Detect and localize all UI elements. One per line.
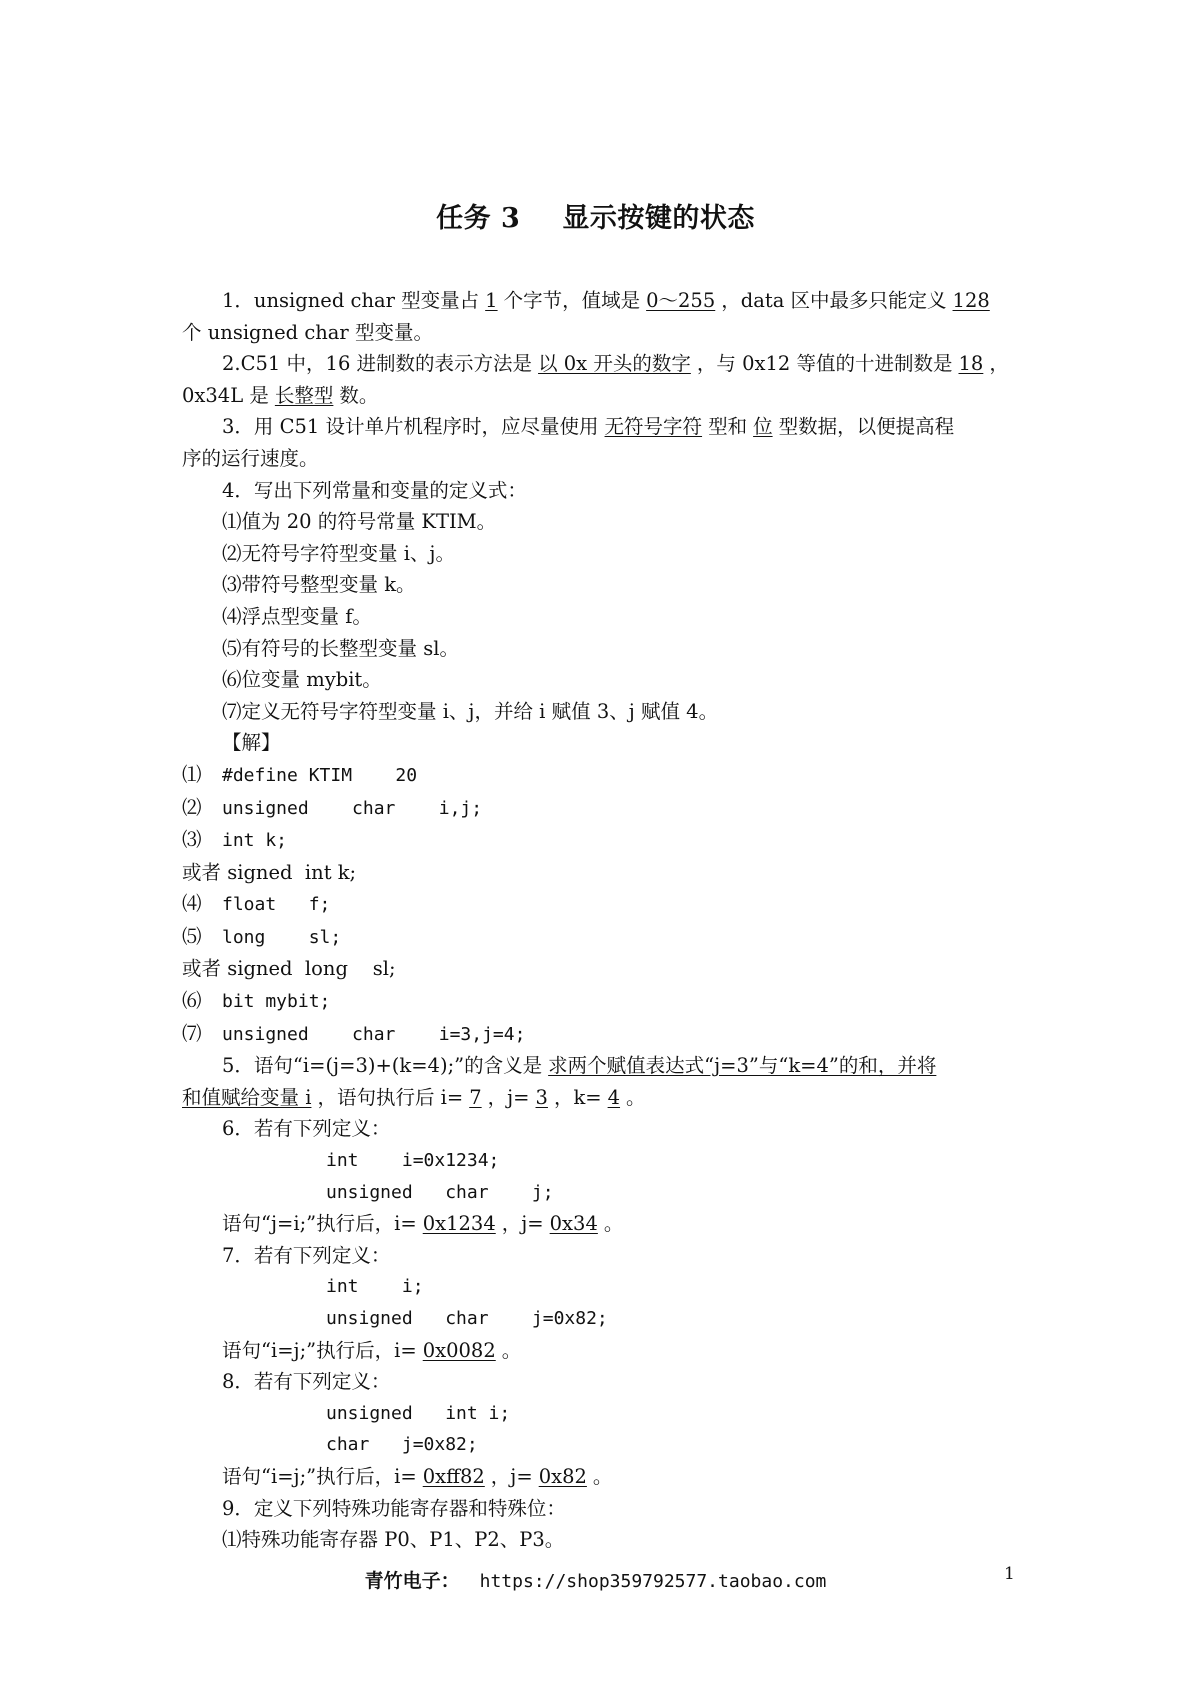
footer-url[interactable]: https://shop359792577.taobao.com [479, 1571, 827, 1592]
page-title [0, 196, 1191, 235]
q5-blank-j: 3 [535, 1085, 548, 1109]
q1-blank-bytes: 1 [485, 289, 498, 312]
q4-item-7: ⑺定义无符号字符型变量 i、j，并给 i 赋值 3、j 赋值 4。 [222, 699, 719, 723]
q4-item-6: ⑹位变量 mybit。 [222, 668, 382, 692]
q4-item-2: ⑵无符号字符型变量 i、j。 [222, 541, 455, 565]
q4-answer-3-alt: 或者 signed int k; [182, 860, 357, 884]
q4-item-4: ⑷浮点型变量 f。 [222, 604, 372, 628]
q4-item-5: ⑸有符号的长整型变量 sl。 [222, 636, 459, 660]
q4-answer-2: ⑵ unsigned char i,j; [182, 795, 483, 819]
q7-heading: 7．若有下列定义： [222, 1243, 391, 1267]
q2-line1: 2.C51 中，16 进制数的表示方法是 以 0x 开头的数字 ，与 0x12 等值的十进制数是 18 ， [222, 352, 1009, 376]
q8-code-2: char j=0x82; [326, 1434, 478, 1456]
q5-blank-meaning-cont: 和值赋给变量 i [182, 1085, 312, 1109]
q7-code-2: unsigned char j=0x82; [326, 1308, 608, 1329]
q4-answer-5: ⑸ long sl; [182, 924, 342, 948]
q4-answer-7: ⑺ unsigned char i=3,j=4; [182, 1021, 526, 1045]
q3-line1: 3．用 C51 设计单片机程序时，应尽量使用 无符号字符 型和 位 型数据，以便提高程 [222, 415, 955, 439]
q8-answer: 语句“i=j;”执行后，i= 0xff82 ，j= 0x82 。 [222, 1464, 613, 1488]
q3-line2: 序的运行速度。 [182, 446, 319, 470]
q4-answer-6: ⑹ bit mybit; [182, 989, 331, 1013]
footer-brand: 青竹电子： [364, 1570, 460, 1592]
q5-line1: 5．语句“i=(j=3)+(k=4);”的含义是 求两个赋值表达式“j=3”与“k=4”的和，并将 [182, 1050, 1018, 1082]
q8-blank-j: 0x82 [538, 1464, 587, 1488]
q3-blank-type1: 无符号字符 [604, 415, 703, 439]
q8-heading: 8．若有下列定义： [222, 1370, 391, 1394]
q9-item-1: ⑴特殊功能寄存器 P0、P1、P2、P3。 [222, 1528, 565, 1552]
page-number: 1 [1004, 1564, 1015, 1584]
q8-code-1: unsigned int i; [326, 1402, 511, 1424]
q1-line1: 1．unsigned char 型变量占 1 个字节，值域是 0～255 ，data 区中最多只能定义 128 [182, 285, 1018, 317]
q5-blank-i: 7 [469, 1085, 482, 1109]
q6-heading: 6．若有下列定义： [222, 1117, 391, 1141]
q6-code-1: int i=0x1234; [326, 1150, 500, 1172]
q1-blank-count: 128 [952, 289, 990, 312]
q4-answer-1: ⑴ #define KTIM 20 [182, 762, 418, 786]
q6-code-2: unsigned char j; [326, 1181, 554, 1203]
title-task-name: 显示按键的状态 [562, 203, 755, 234]
q4-heading: 4．写出下列常量和变量的定义式： [222, 478, 527, 502]
q1-blank-range: 0～255 [646, 289, 716, 312]
q5-blank-k: 4 [607, 1085, 621, 1109]
q2-line2: 0x34L 是 长整型 数。 [182, 383, 379, 407]
q1-line2: 个 unsigned char 型变量。 [182, 320, 433, 344]
q2-blank-hex-notation: 以 0x 开头的数字 [538, 352, 691, 376]
q6-answer: 语句“j=i;”执行后，i= 0x1234 ，j= 0x34 。 [222, 1212, 624, 1236]
q6-blank-i: 0x1234 [422, 1212, 496, 1236]
q5-blank-meaning: 求两个赋值表达式“j=3”与“k=4”的和，并将 [548, 1054, 937, 1078]
title-task-number: 任务 3 [436, 203, 521, 234]
q2-blank-decimal: 18 [958, 352, 984, 376]
q6-blank-j: 0x34 [549, 1212, 598, 1236]
document-body [182, 285, 1018, 1556]
q4-answer-3: ⑶ int k; [182, 828, 288, 852]
q4-item-3: ⑶带符号整型变量 k。 [222, 573, 416, 597]
q9-heading: 9．定义下列特殊功能寄存器和特殊位： [222, 1496, 566, 1520]
q4-item-1: ⑴值为 20 的符号常量 KTIM。 [222, 510, 497, 534]
q7-answer: 语句“i=j;”执行后，i= 0x0082 。 [222, 1338, 522, 1362]
q4-answer-4: ⑷ float f; [182, 892, 331, 916]
q8-blank-i: 0xff82 [422, 1464, 485, 1488]
q4-answer-5-alt: 或者 signed long sl; [182, 957, 396, 981]
q5-line2: 和值赋给变量 i ，语句执行后 i= 7 ，j= 3 ，k= 4 。 [182, 1085, 646, 1109]
q7-blank-i: 0x0082 [422, 1338, 496, 1362]
q3-blank-type2: 位 [753, 415, 773, 439]
q2-blank-type: 长整型 [274, 383, 334, 407]
q7-code-1: int i; [326, 1276, 424, 1298]
q4-answer-label: 【解】 [222, 731, 281, 755]
